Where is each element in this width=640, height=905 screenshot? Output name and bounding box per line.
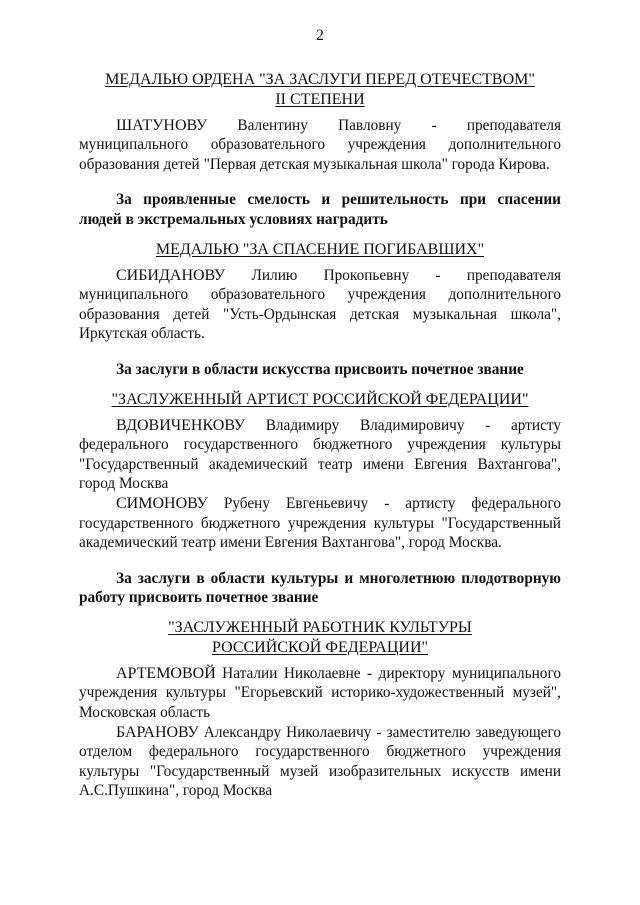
section-heading-rescue-medal: [79, 240, 561, 260]
recipient-details: Валентину Павловну - преподавателя муниципального образовательного учреждения дополнительного образования детей "Первая детская музыкальная школа" города Кирова.: [79, 116, 561, 173]
recipient-details: Наталии Николаевне - директору муниципального учреждения культуры "Егорьевский историко-художественный музей", Московская область: [79, 664, 561, 722]
recipient-surname: АРТЕМОВОЙ: [116, 664, 216, 682]
section-heading-honored-artist: [79, 390, 561, 410]
award-decree-lead: За заслуги в области искусства присвоить почетное звание: [116, 360, 524, 378]
award-entry: [79, 416, 561, 494]
recipient-surname: СИМОНОВУ: [116, 494, 208, 512]
recipient-details: Александру Николаевичу - заместителю заведующего отделом федерального государственного бюджетного учреждения культуры "Государственный музей изобразительных искусств имени А.С.Пушкина", город Москва: [79, 723, 561, 800]
recipient-surname: ВДОВИЧЕНКОВУ: [116, 416, 246, 434]
heading-line: II СТЕПЕНИ: [275, 90, 365, 108]
heading-line: МЕДАЛЬЮ ОРДЕНА "ЗА ЗАСЛУГИ ПЕРЕД ОТЕЧЕСТВОМ": [105, 70, 535, 88]
award-decree-lead: За заслуги в области культуры и многолетнюю плодотворную работу присвоить почетное звание: [79, 569, 561, 607]
award-entry: [79, 116, 561, 175]
recipient-details: Лилию Прокопьевну - преподавателя муниципального образовательного учреждения дополнительного образования детей "Усть-Ордынская детская музыкальная школа", Иркутская область.: [79, 266, 561, 343]
recipient-details: Владимиру Владимировичу - артисту федерального государственного бюджетного учреждения культуры "Государственный академический театр имени Евгения Вахтангова", город Москва: [79, 416, 561, 493]
award-entry: [79, 494, 561, 553]
recipient-surname: СИБИДАНОВУ: [116, 266, 226, 284]
award-entry: [79, 723, 561, 801]
heading-line: МЕДАЛЬЮ "ЗА СПАСЕНИЕ ПОГИБАВШИХ": [155, 240, 485, 258]
heading-line: "ЗАСЛУЖЕННЫЙ РАБОТНИК КУЛЬТУРЫ: [168, 618, 472, 636]
section-heading-order-medal: [79, 70, 561, 110]
recipient-surname: ШАТУНОВУ: [116, 116, 208, 134]
recipient-surname: БАРАНОВУ: [116, 723, 199, 741]
award-decree-lead: За проявленные смелость и решительность при спасении людей в экстремальных условиях наградить: [79, 191, 561, 228]
heading-line: РОССИЙСКОЙ ФЕДЕРАЦИИ": [211, 638, 429, 656]
award-entry: [79, 266, 561, 344]
page-number: 2: [316, 27, 324, 44]
recipient-details: Рубену Евгеньевичу - артисту федерального государственного бюджетного учреждения культуры "Государственный академический театр имени Евгения Вахтангова", город Москва.: [79, 494, 561, 552]
section-heading-honored-culture-worker: [79, 618, 561, 658]
heading-line: "ЗАСЛУЖЕННЫЙ АРТИСТ РОССИЙСКОЙ ФЕДЕРАЦИИ": [111, 390, 529, 408]
award-entry: [79, 664, 561, 723]
